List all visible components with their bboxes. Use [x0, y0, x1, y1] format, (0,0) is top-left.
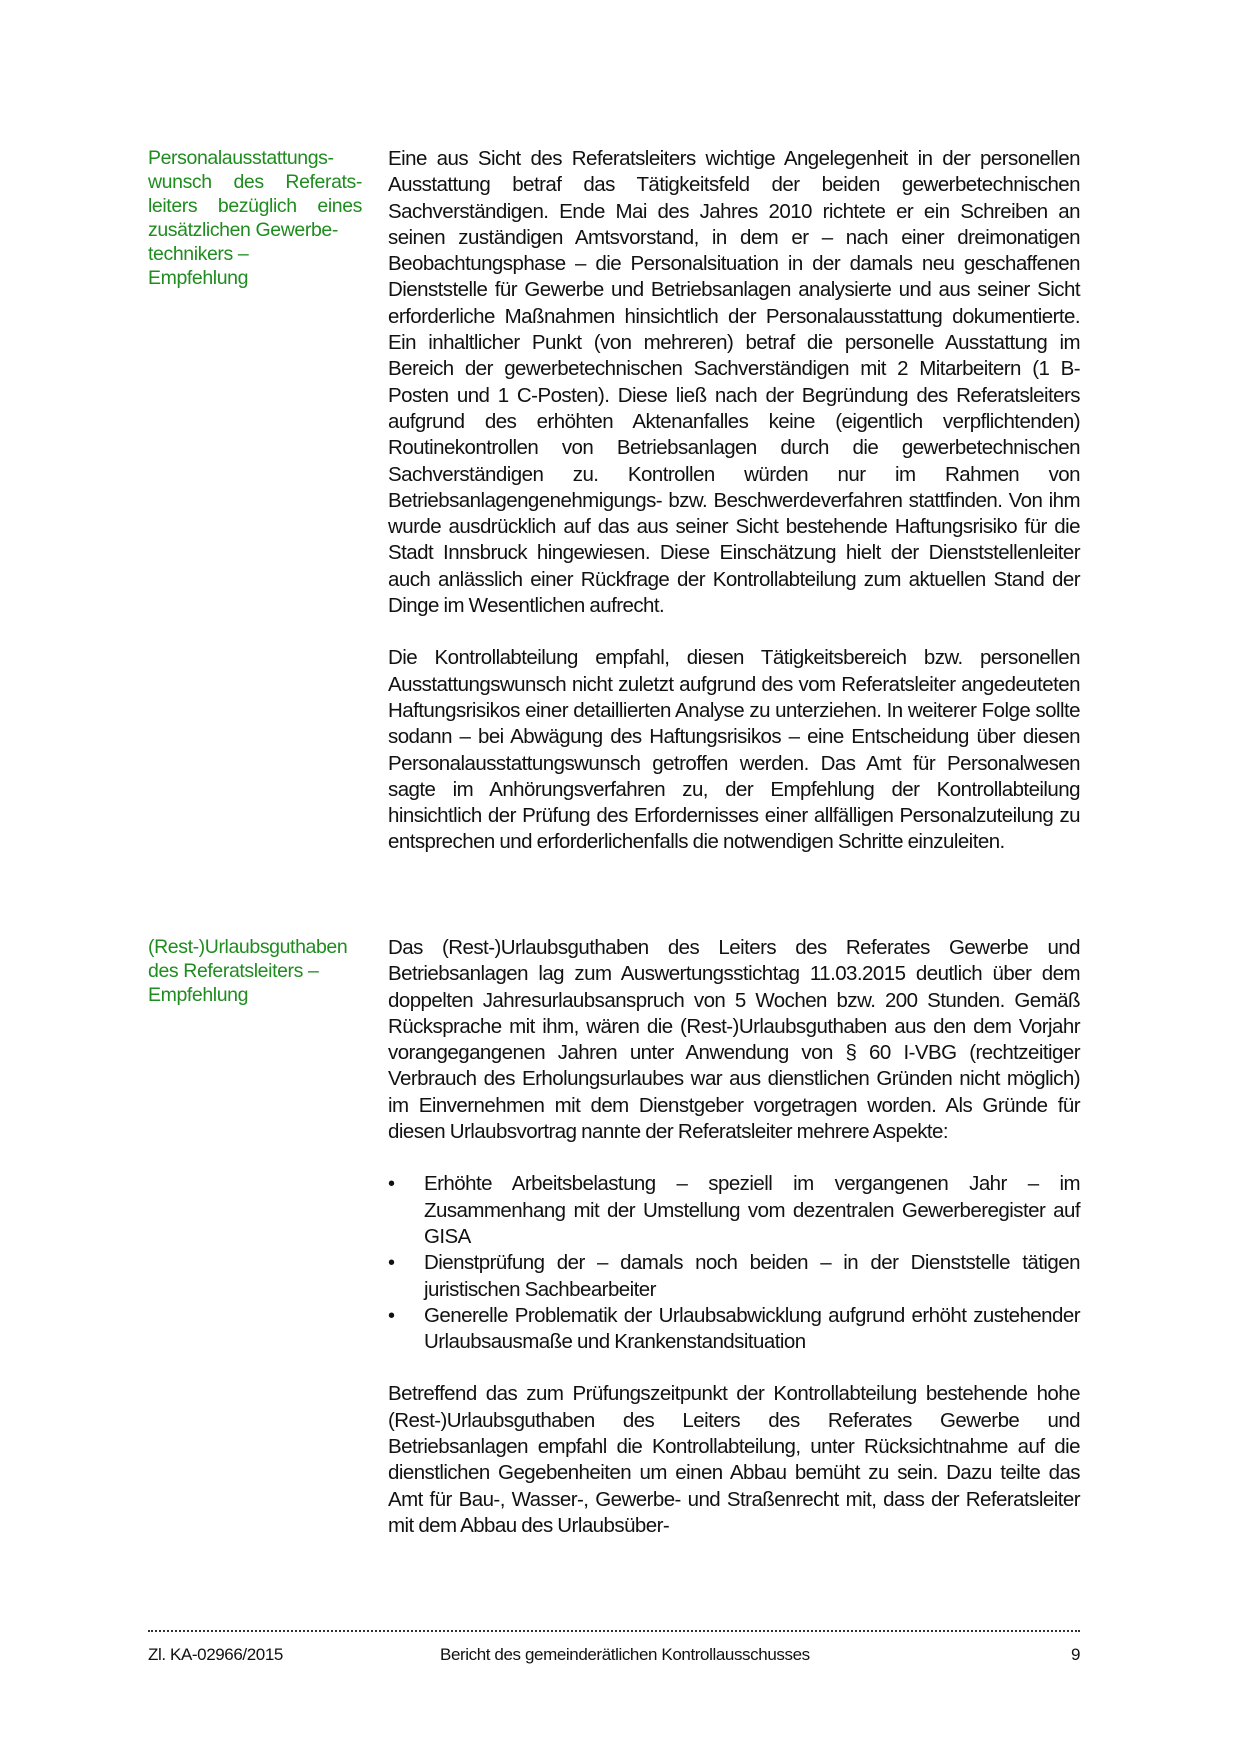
body-column	[388, 146, 1080, 856]
page-footer	[148, 1645, 1080, 1669]
bullet-item	[388, 1250, 1080, 1303]
margin-line: zusätzlichen Gewerbe-	[148, 219, 338, 241]
report-title: Bericht des gemeinderätlichen Kontrollausschusses	[440, 1645, 810, 1664]
bullet-text: Erhöhte Arbeitsbelastung – speziell im vergangenen Jahr – im Zusammenhang mit der Umstellung vom dezentralen Gewerberegister auf GISA	[424, 1172, 1080, 1248]
bullet-icon: •	[388, 1304, 395, 1327]
body-column	[388, 935, 1080, 1539]
bullet-item	[388, 1171, 1080, 1250]
page-number: 9	[1070, 1645, 1080, 1664]
margin-line: Personalausstattungs-	[148, 147, 334, 169]
paragraph: Eine aus Sicht des Referatsleiters wichtige Angelegenheit in der personellen Ausstattung betraf das Tätigkeitsfeld der beiden gewerbetechnischen Sachverständigen. Ende Mai des Jahres 2010 richtete er ein Schreiben an seinen zuständigen Amtsvorstand, in dem er – nach einer dreimonatigen Beobachtungsphase – die Personalsituation in der damals neu geschaffenen Dienststelle für Gewerbe und Betriebsanlagen analysierte und aus seiner Sicht erforderliche Maßnahmen hinsichtlich der Personalausstattung dokumentierte. Ein inhaltlicher Punkt (von mehreren) betraf die personelle Ausstattung im Bereich der gewerbetechnischen Sachverständigen mit 2 Mitarbeitern (1 B-Posten und 1 C-Posten). Diese ließ nach der Begründung des Referatsleiters aufgrund des erhöhten Aktenanfalles keine (eigentlich verpflichtenden) Routinekontrollen von Betriebsanlagen durch die gewerbetechnischen Sachverständigen zu. Kontrollen würden nur im Rahmen von Betriebsanlagengenehmigungs- bzw. Beschwerdeverfahren stattfinden. Von ihm wurde ausdrücklich auf das aus seiner Sicht bestehende Haftungsrisiko für die Stadt Innsbruck hingewiesen. Diese Einschätzung hielt der Dienststellenleiter auch anlässlich einer Rückfrage der Kontrollabteilung zum aktuellen Stand der Dinge im Wesentlichen aufrecht.	[388, 147, 1080, 618]
bullet-item	[388, 1303, 1080, 1356]
bullet-icon: •	[388, 1173, 395, 1196]
document-reference: Zl. KA-02966/2015	[148, 1645, 283, 1664]
margin-line: wunsch des Referats-	[148, 171, 362, 193]
footer-divider	[148, 1630, 1080, 1632]
margin-line: leiters bezüglich eines	[148, 195, 362, 217]
bullet-text: Generelle Problematik der Urlaubsabwicklung aufgrund erhöht zustehender Urlaubsausmaße und Krankenstandsituation	[424, 1303, 1080, 1354]
margin-line: technikers –	[148, 243, 249, 265]
margin-line: Empfehlung	[148, 267, 249, 289]
paragraph: Das (Rest-)Urlaubsguthaben des Leiters des Referates Gewerbe und Betriebsanlagen lag zum Auswertungsstichtag 11.03.2015 deutlich über dem doppelten Jahresurlaubsanspruch von 5 Wochen bzw. 200 Stunden. Gemäß Rücksprache mit ihm, wären die (Rest-)Urlaubsguthaben aus den dem Vorjahr vorangegangenen Jahren unter Anwendung von § 60 I-VBG (rechtzeitiger Verbrauch des Erholungsurlaubes war aus dienstlichen Gründen nicht möglich) im Einvernehmen mit dem Dienstgeber vorgetragen worden. Als Gründe für diesen Urlaubsvortrag nannte der Referatsleiter mehrere Aspekte:	[388, 936, 1080, 1144]
bullet-text: Dienstprüfung der – damals noch beiden – in der Dienststelle tätigen juristischen Sachbearbeiter	[424, 1251, 1080, 1301]
margin-line: des Referatsleiters –	[148, 960, 319, 982]
margin-line: Empfehlung	[148, 984, 249, 1006]
bullet-list	[388, 1171, 1080, 1355]
margin-heading	[148, 935, 362, 1007]
paragraph: Betreffend das zum Prüfungszeitpunkt der Kontrollabteilung bestehende hohe (Rest-)Urlaubsguthaben des Leiters des Referates Gewerbe und Betriebsanlagen empfahl die Kontrollabteilung, unter Rücksichtnahme auf die dienstlichen Gegebenheiten um einen Abbau bemüht zu sein. Dazu teilte das Amt für Bau-, Wasser-, Gewerbe- und Straßenrecht mit, dass der Referatsleiter mit dem Abbau des Urlaubsüber-	[388, 1382, 1080, 1537]
paragraph: Die Kontrollabteilung empfahl, diesen Tätigkeitsbereich bzw. personellen Ausstattungswunsch nicht zuletzt aufgrund des vom Referatsleiter angedeuteten Haftungsrisikos einer detaillierten Analyse zu unterziehen. In weiterer Folge sollte sodann – bei Abwägung des Haftungsrisikos – eine Entscheidung über diesen Personalausstattungswunsch getroffen werden. Das Amt für Personalwesen sagte im Anhörungsverfahren zu, der Empfehlung der Kontrollabteilung hinsichtlich der Prüfung des Erfordernisses einer allfälligen Personalzuteilung zu entsprechen und erforderlichenfalls die notwendigen Schritte einzuleiten.	[388, 646, 1080, 854]
margin-heading	[148, 146, 362, 290]
bullet-icon: •	[388, 1252, 395, 1275]
margin-line: (Rest-)Urlaubsguthaben	[148, 936, 348, 958]
